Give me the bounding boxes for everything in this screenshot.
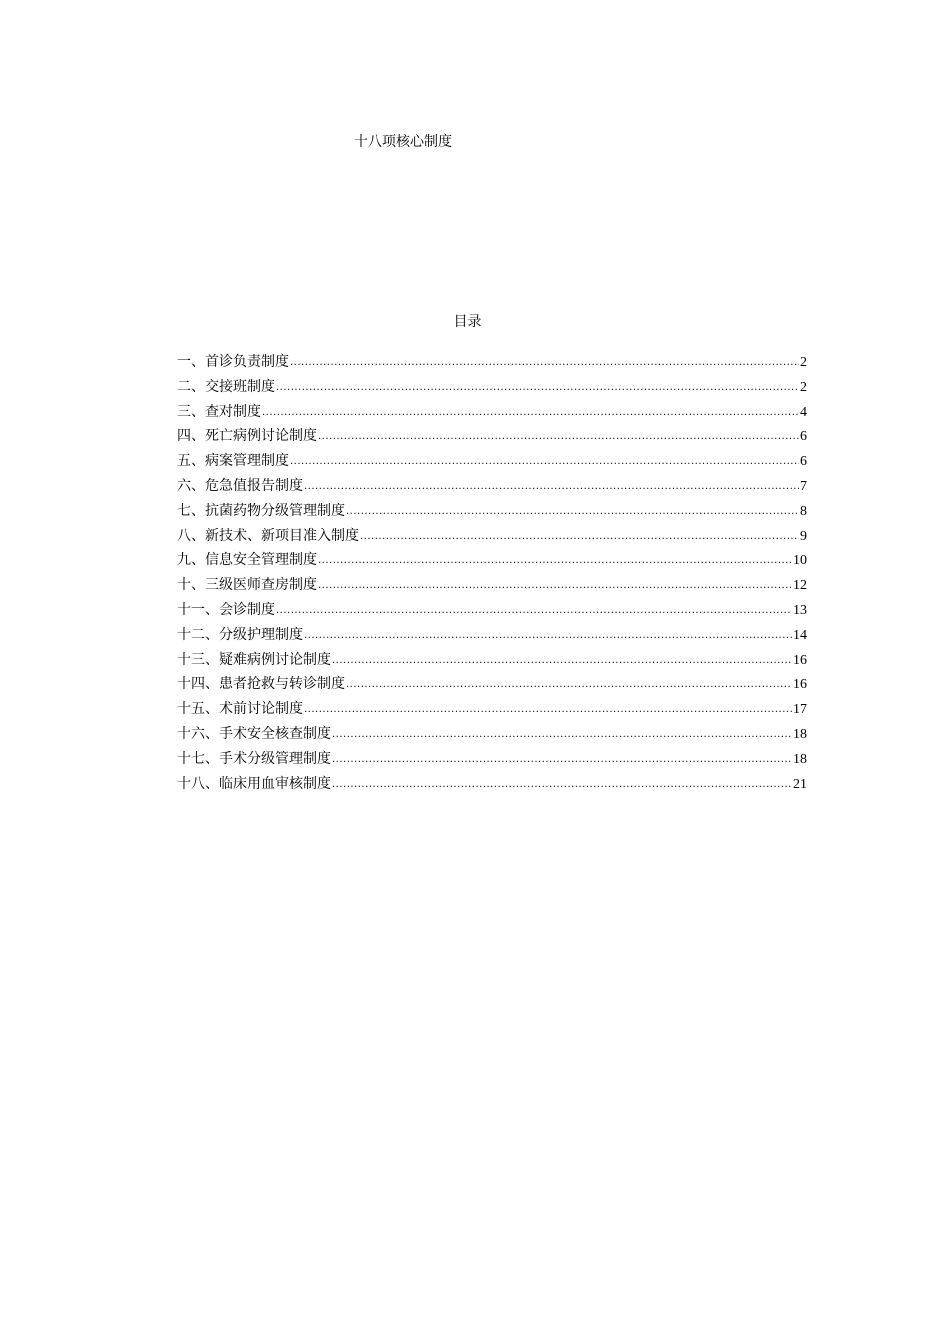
toc-entry-label: 九、信息安全管理制度 [177,552,317,569]
toc-entry-label: 十八、临床用血审核制度 [177,775,331,792]
toc-entry[interactable] [177,648,807,673]
toc-dot-leader [304,475,799,500]
toc-entry-page: 21 [793,776,807,792]
toc-entry-label: 十六、手术安全核查制度 [177,725,331,742]
toc-entry[interactable] [177,350,807,375]
toc-entry-label: 一、首诊负责制度 [177,354,289,370]
toc-entry[interactable] [177,474,807,499]
toc-dot-leader [360,525,799,550]
toc-entry-label: 十四、患者抢救与转诊制度 [177,676,345,693]
toc-entry[interactable] [177,449,807,474]
toc-entry-page: 16 [793,652,807,668]
toc-entry-page: 4 [800,404,807,420]
toc-dot-leader [290,450,799,475]
toc-entry[interactable] [177,598,807,623]
table-of-contents [177,350,807,796]
toc-entry-label: 十、三级医师查房制度 [177,577,317,594]
toc-dot-leader [332,649,792,674]
toc-entry-page: 18 [793,751,807,767]
toc-entry-label: 十五、术前讨论制度 [177,701,303,718]
toc-entry-page: 12 [793,578,807,594]
document-title: 十八项核心制度 [354,134,452,150]
toc-entry-label: 十一、会诊制度 [177,601,275,618]
toc-entry[interactable] [177,548,807,573]
toc-entry-label: 八、新技术、新项目准入制度 [177,527,359,544]
toc-entry-label: 十三、疑难病例讨论制度 [177,651,331,668]
toc-dot-leader [304,624,792,649]
toc-entry[interactable] [177,747,807,772]
toc-entry-page: 14 [793,627,807,643]
toc-dot-leader [318,549,792,574]
toc-entry-page: 16 [793,677,807,693]
toc-entry-page: 2 [800,355,807,370]
toc-entry-page: 10 [793,553,807,569]
toc-entry-label: 十二、分级护理制度 [177,626,303,643]
toc-dot-leader [304,698,792,723]
toc-entry-label: 六、危急值报告制度 [177,477,303,494]
toc-entry[interactable] [177,772,807,797]
toc-entry-label: 三、查对制度 [177,403,261,420]
toc-entry-page: 7 [800,478,807,494]
toc-dot-leader [318,425,799,450]
toc-entry[interactable] [177,623,807,648]
toc-entry-label: 二、交接班制度 [177,378,275,395]
toc-dot-leader [276,376,799,401]
toc-dot-leader [332,723,792,748]
toc-entry-page: 13 [793,602,807,618]
toc-entry[interactable] [177,573,807,598]
toc-entry[interactable] [177,375,807,400]
toc-entry-label: 七、抗菌药物分级管理制度 [177,502,345,519]
toc-entry-label: 五、病案管理制度 [177,453,289,470]
toc-entry-label: 四、死亡病例讨论制度 [177,428,317,445]
toc-entry[interactable] [177,722,807,747]
toc-entry[interactable] [177,499,807,524]
toc-entry-page: 18 [793,726,807,742]
toc-entry-page: 8 [800,503,807,519]
toc-dot-leader [332,773,792,798]
toc-entry-label: 十七、手术分级管理制度 [177,750,331,767]
toc-dot-leader [346,673,792,698]
toc-entry[interactable] [177,697,807,722]
toc-entry-page: 17 [793,702,807,718]
toc-entry[interactable] [177,524,807,549]
toc-entry-page: 9 [800,528,807,544]
toc-dot-leader [346,500,799,525]
toc-dot-leader [332,748,792,773]
toc-entry[interactable] [177,400,807,425]
toc-entry-page: 6 [800,429,807,445]
toc-dot-leader [318,574,792,599]
toc-dot-leader [262,401,799,426]
toc-entry-page: 6 [800,454,807,470]
toc-entry-page: 2 [800,379,807,395]
toc-entry[interactable] [177,672,807,697]
toc-heading: 目录 [453,314,482,330]
toc-entry[interactable] [177,424,807,449]
toc-dot-leader [290,351,799,376]
toc-dot-leader [276,599,792,624]
